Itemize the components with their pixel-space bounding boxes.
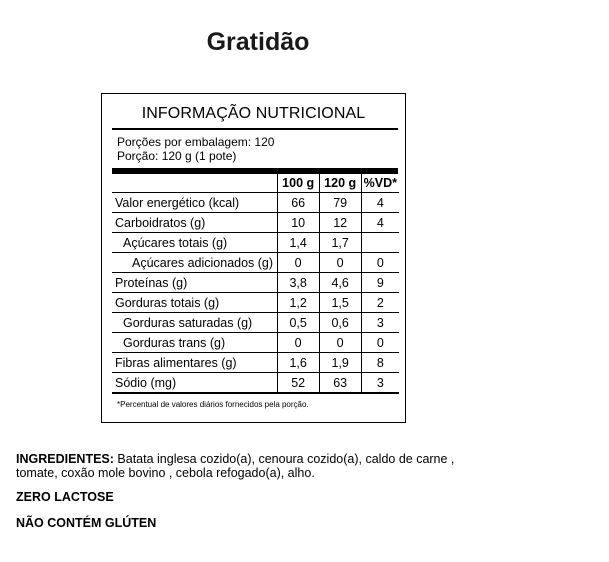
value-per-serving: 12 <box>319 213 361 233</box>
nutrient-label: Gorduras totais (g) <box>112 293 277 313</box>
value-per-100g: 0 <box>277 253 319 273</box>
value-daily-percent: 4 <box>361 213 399 233</box>
claim-lactose: ZERO LACTOSE <box>16 490 114 504</box>
value-per-100g: 52 <box>277 373 319 394</box>
value-per-100g: 1,4 <box>277 233 319 253</box>
value-per-serving: 1,5 <box>319 293 361 313</box>
value-daily-percent: 0 <box>361 253 399 273</box>
value-daily-percent: 3 <box>361 313 399 333</box>
table-header-row <box>112 174 399 193</box>
footnote: *Percentual de valores diários fornecidos pela porção. <box>117 400 309 409</box>
value-daily-percent: 4 <box>361 193 399 213</box>
ingredients-block <box>16 452 486 480</box>
serving-size: Porção: 120 g (1 pote) <box>117 149 237 163</box>
claim-gluten: NÃO CONTÉM GLÚTEN <box>16 516 157 530</box>
nutrition-row <box>112 253 399 273</box>
product-title: Gratidão <box>206 28 310 56</box>
value-daily-percent: 3 <box>361 373 399 394</box>
nutrition-facts-panel <box>101 93 406 423</box>
servings-per-package: Porções por embalagem: 120 <box>117 135 275 149</box>
header-rule <box>112 128 398 130</box>
value-per-serving: 0 <box>319 253 361 273</box>
value-per-100g: 0 <box>277 333 319 353</box>
column-header <box>112 174 277 193</box>
nutrient-label: Açúcares totais (g) <box>112 233 277 253</box>
value-daily-percent: 8 <box>361 353 399 373</box>
value-per-100g: 3,8 <box>277 273 319 293</box>
column-header: 120 g <box>319 174 361 193</box>
value-daily-percent: 2 <box>361 293 399 313</box>
value-per-serving: 0,6 <box>319 313 361 333</box>
nutrient-label: Açúcares adicionados (g) <box>112 253 277 273</box>
value-per-100g: 1,6 <box>277 353 319 373</box>
value-per-serving: 1,7 <box>319 233 361 253</box>
nutrient-label: Sódio (mg) <box>112 373 277 394</box>
value-per-serving: 63 <box>319 373 361 394</box>
value-per-serving: 79 <box>319 193 361 213</box>
nutrition-row <box>112 273 399 293</box>
nutrition-row <box>112 293 399 313</box>
value-per-100g: 0,5 <box>277 313 319 333</box>
value-daily-percent: 0 <box>361 333 399 353</box>
nutrient-label: Gorduras saturadas (g) <box>112 313 277 333</box>
nutrition-table <box>112 174 399 394</box>
nutrition-row <box>112 313 399 333</box>
value-per-serving: 4,6 <box>319 273 361 293</box>
column-header: %VD* <box>361 174 399 193</box>
value-daily-percent: 9 <box>361 273 399 293</box>
ingredients-heading: INGREDIENTES: <box>16 452 114 466</box>
nutrition-row <box>112 373 399 394</box>
nutrition-row <box>112 333 399 353</box>
column-header: 100 g <box>277 174 319 193</box>
value-per-serving: 1,9 <box>319 353 361 373</box>
nutrition-row <box>112 193 399 213</box>
panel-title: INFORMAÇÃO NUTRICIONAL <box>141 105 366 122</box>
nutrition-row <box>112 213 399 233</box>
nutrient-label: Gorduras trans (g) <box>112 333 277 353</box>
nutrition-row <box>112 353 399 373</box>
value-per-serving: 0 <box>319 333 361 353</box>
nutrition-row <box>112 233 399 253</box>
value-daily-percent <box>361 233 399 253</box>
nutrient-label: Fibras alimentares (g) <box>112 353 277 373</box>
nutrient-label: Carboidratos (g) <box>112 213 277 233</box>
value-per-100g: 66 <box>277 193 319 213</box>
value-per-100g: 10 <box>277 213 319 233</box>
nutrient-label: Valor energético (kcal) <box>112 193 277 213</box>
ingredients-text: Batata inglesa cozido(a), cenoura cozido(a), caldo de carne , tomate, coxão mole bovino , cebola refogado(a), alho. <box>16 452 455 480</box>
nutrient-label: Proteínas (g) <box>112 273 277 293</box>
value-per-100g: 1,2 <box>277 293 319 313</box>
